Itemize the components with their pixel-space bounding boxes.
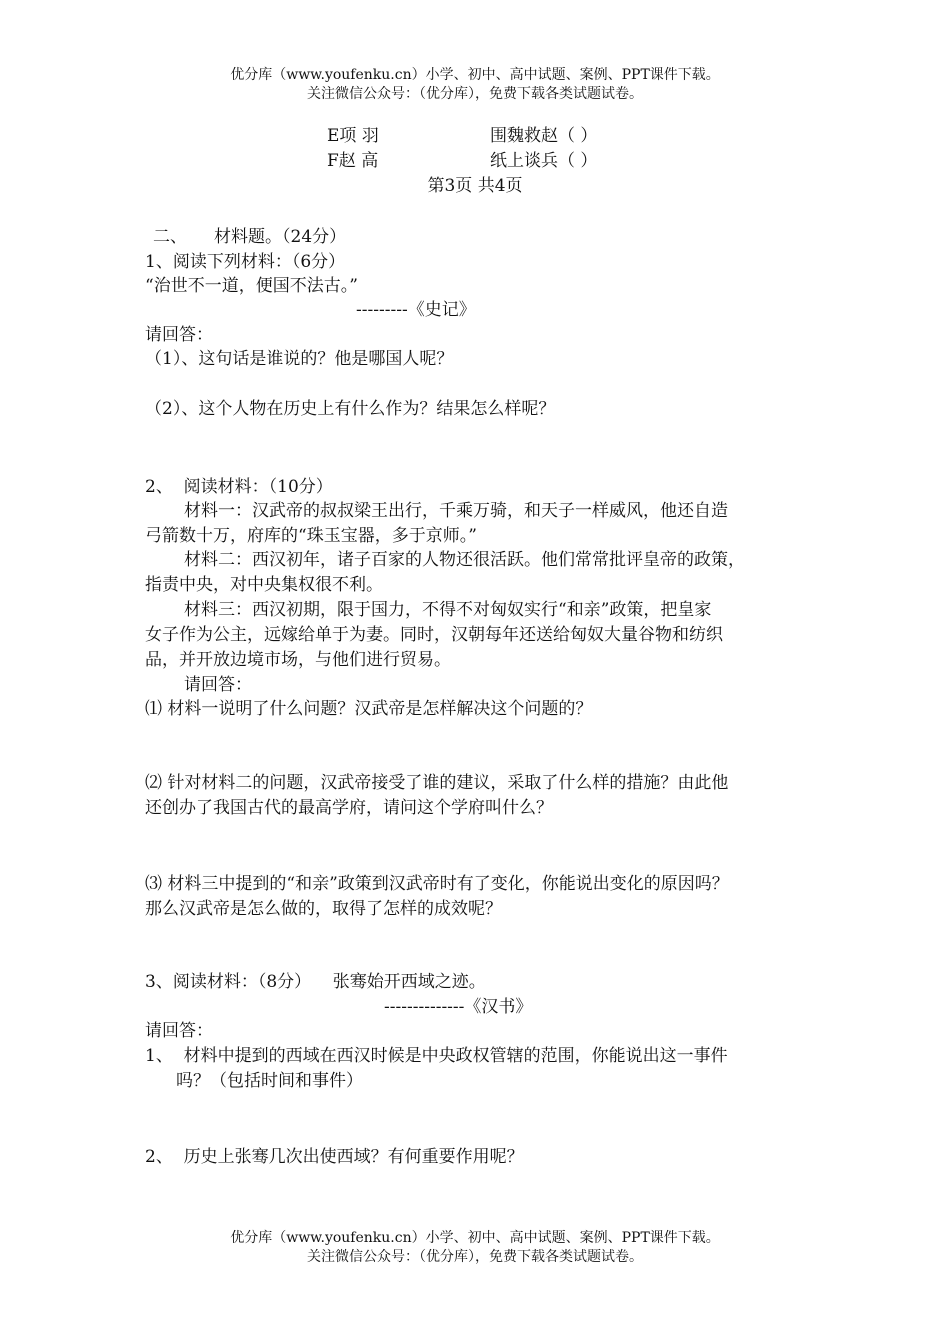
q2-material-1-line-1: 材料一：汉武帝的叔叔梁王出行，千乘万骑，和天子一样威风，他还自造	[184, 501, 728, 521]
q3-heading: 3、阅读材料：（8分） 张骞始开西域之迹。	[145, 972, 486, 992]
q3-sub-1-line-1: 1、 材料中提到的西域在西汉时候是中央政权管辖的范围，你能说出这一事件	[145, 1046, 728, 1066]
matching-row-f-left: F赵 高	[327, 151, 379, 171]
q3-sub-1-line-2: 吗？（包括时间和事件）	[176, 1071, 363, 1091]
q1-prompt: 请回答：	[145, 325, 213, 345]
q2-material-3-line-2: 女子作为公主，远嫁给单于为妻。同时，汉朝每年还送给匈奴大量谷物和纺织	[145, 625, 723, 645]
q2-sub-2-line-2: 还创办了我国古代的最高学府，请问这个学府叫什么？	[145, 798, 553, 818]
q1-source: ---------《史记》	[356, 300, 476, 320]
q1-sub-2: （2）、这个人物在历史上有什么作为？结果怎么样呢？	[145, 399, 556, 419]
q2-material-3-line-3: 品，并开放边境市场，与他们进行贸易。	[145, 650, 451, 670]
q2-material-2-line-2: 指责中央，对中央集权很不利。	[145, 575, 383, 595]
q2-material-1-line-2: 弓箭数十万，府库的“珠玉宝器，多于京师。”	[145, 526, 477, 546]
page-number: 第3页 共4页	[427, 176, 523, 196]
q2-material-2-line-1: 材料二：西汉初年，诸子百家的人物还很活跃。他们常常批评皇帝的政策，	[184, 550, 745, 570]
q2-sub-3-line-1: ⑶ 材料三中提到的“和亲”政策到汉武帝时有了变化，你能说出变化的原因吗？	[145, 874, 729, 894]
q1-quote: “治世不一道，便国不法古。”	[145, 276, 358, 296]
q2-sub-2-line-1: ⑵ 针对材料二的问题，汉武帝接受了谁的建议，采取了什么样的措施？由此他	[145, 773, 729, 793]
q2-sub-1: ⑴ 材料一说明了什么问题？汉武帝是怎样解决这个问题的？	[145, 699, 593, 719]
section-title: 二、 材料题。（24分）	[153, 227, 347, 247]
footer-line-2: 关注微信公众号：（优分库），免费下载各类试题试卷。	[307, 1249, 643, 1265]
header-line-1: 优分库（www.youfenku.cn）小学、初中、高中试题、案例、PPT课件下载。	[230, 67, 720, 83]
header-line-2: 关注微信公众号：（优分库），免费下载各类试题试卷。	[307, 86, 643, 102]
q3-sub-2: 2、 历史上张骞几次出使西域？有何重要作用呢？	[145, 1147, 524, 1167]
q2-heading: 2、 阅读材料：（10分）	[145, 477, 333, 497]
q3-prompt: 请回答：	[145, 1021, 213, 1041]
matching-row-e-left: E项 羽	[327, 126, 379, 146]
footer-line-1: 优分库（www.youfenku.cn）小学、初中、高中试题、案例、PPT课件下载。	[230, 1230, 720, 1246]
matching-row-f-right: 纸上谈兵（ ）	[490, 151, 598, 171]
q2-sub-3-line-2: 那么汉武帝是怎么做的，取得了怎样的成效呢？	[145, 899, 502, 919]
matching-row-e-right: 围魏救赵（ ）	[490, 126, 598, 146]
q2-prompt: 请回答：	[184, 675, 252, 695]
q1-sub-1: （1）、这句话是谁说的？他是哪国人呢？	[145, 349, 454, 369]
q2-material-3-line-1: 材料三：西汉初期，限于国力，不得不对匈奴实行“和亲”政策，把皇家	[184, 600, 712, 620]
q3-source: --------------《汉书》	[384, 997, 533, 1017]
q1-heading: 1、阅读下列材料：（6分）	[145, 252, 346, 272]
